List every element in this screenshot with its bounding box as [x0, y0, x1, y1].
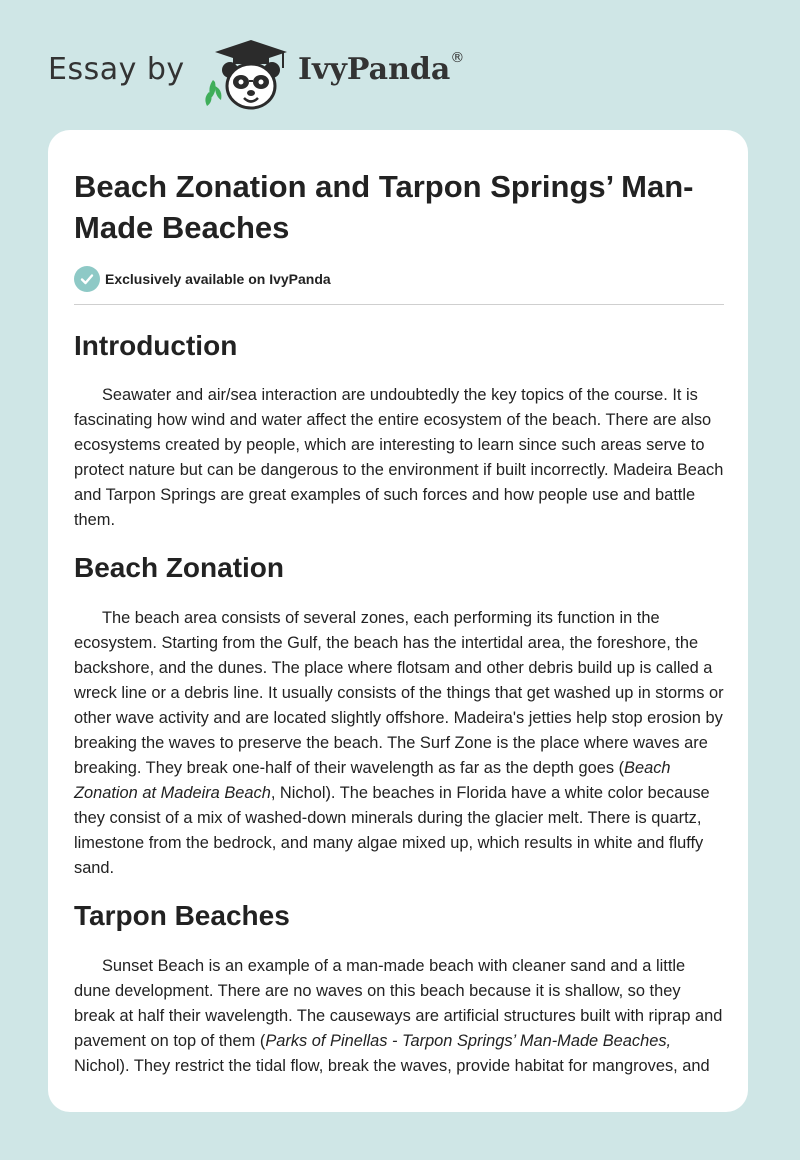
exclusive-badge-label: Exclusively available on IvyPanda [105, 271, 331, 287]
brand-name[interactable] [298, 52, 464, 87]
essay-by-label: Essay by [48, 52, 185, 87]
divider [74, 304, 724, 305]
section-heading-introduction: Introduction [74, 330, 238, 361]
paragraph-text: Sunset Beach is an example of a man-made beach with cleaner sand and a little dune development. There are no waves on this beach because it is shallow, so they break at half their wavelength. The causeways are artificial structures built with riprap and pavement on top of them ( [74, 957, 723, 1050]
section-paragraph-introduction: Seawater and air/sea interaction are undoubtedly the key topics of the course. It is fascinating how wind and water affect the entire ecosystem of the beach. There are also ecosystems created by people, which are interesting to learn since such areas serve to protect nature but can be dangerous to the environment if built incorrectly. Madeira Beach and Tarpon Springs are great examples of such forces and how people use and battle them. [74, 386, 724, 529]
brand-text: IvyPanda [298, 52, 451, 87]
paragraph-text: The beach area consists of several zones, each performing its function in the ecosystem. Starting from the Gulf, the beach has the intertidal area, the foreshore, the backshore, and the dunes. The place where flotsam and other debris build up is called a wreck line or a debris line. It usually consists of the things that get washed up in storms or other wave activity and are located slightly offshore. Madeira's jetties help stop erosion by breaking the waves to preserve the beach. The Surf Zone is the place where waves are breaking. They break one-half of their wavelength as far as the depth goes ( [74, 609, 724, 777]
panda-graduate-logo[interactable] [203, 36, 289, 112]
essay-content [74, 166, 724, 1079]
section-heading-beach-zonation: Beach Zonation [74, 552, 285, 583]
section-paragraph-tarpon-beaches [74, 954, 724, 1079]
registered-mark: ® [450, 50, 465, 66]
citation-title: Beach Zonation at Madeira Beach [74, 759, 671, 802]
section-paragraph-beach-zonation [74, 606, 724, 881]
site-header [48, 30, 548, 110]
check-circle-icon [74, 266, 100, 292]
section-heading-tarpon-beaches: Tarpon Beaches [74, 900, 290, 931]
exclusive-badge [74, 266, 724, 292]
citation-title: Parks of Pinellas - Tarpon Springs’ Man-Made Beaches, [265, 1032, 672, 1050]
essay-card [48, 130, 748, 1112]
paragraph-text: , Nichol). The beaches in Florida have a white color because they consist of a mix of washed-down minerals during the glacier melt. There is quartz, limestone from the bedrock, and many algae mixed up, which results in white and fluffy sand. [74, 784, 710, 877]
essay-title: Beach Zonation and Tarpon Springs’ Man-Made Beaches [74, 169, 694, 245]
paragraph-text: Nichol). They restrict the tidal flow, break the waves, provide habitat for mangroves, and [74, 1057, 710, 1075]
